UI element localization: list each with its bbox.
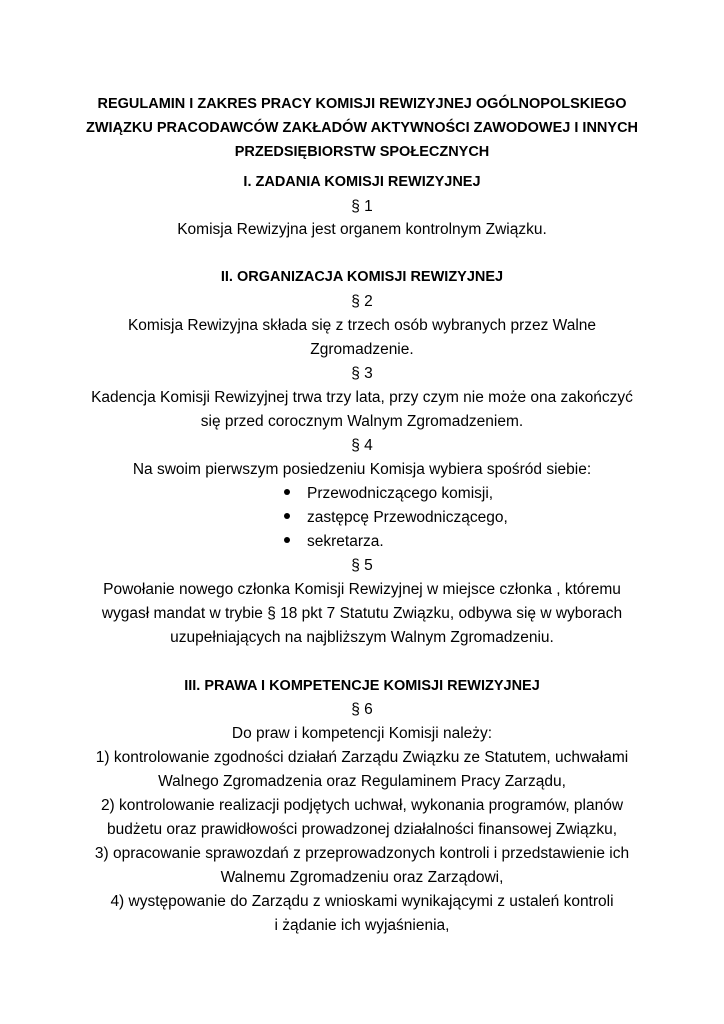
document-title-line-3: PRZEDSIĘBIORSTW SPOŁECZNYCH <box>234 144 490 160</box>
paragraph-1-text: Komisja Rewizyjna jest organem kontrolnym Związku. <box>177 221 547 238</box>
paragraph-6-line-2: Walnego Zgromadzenia oraz Regulaminem Pracy Zarządu, <box>158 773 566 790</box>
list-item <box>284 532 384 552</box>
paragraph-4-label: § 4 <box>351 437 373 454</box>
list-item <box>284 484 493 504</box>
paragraph-6-intro: Do praw i kompetencji Komisji należy: <box>231 725 493 742</box>
paragraph-6-line-6: Walnemu Zgromadzeniu oraz Zarządowi, <box>220 869 504 886</box>
document-title-line-2: ZWIĄZKU PRACODAWCÓW ZAKŁADÓW AKTYWNOŚCI ZAWODOWEJ I INNYCH <box>85 120 639 136</box>
paragraph-1-label: § 1 <box>351 198 373 215</box>
paragraph-3-line-1: Kadencja Komisji Rewizyjnej trwa trzy lata, przy czym nie może ona zakończyć <box>91 389 633 406</box>
paragraph-6-line-5: 3) opracowanie sprawozdań z przeprowadzonych kontroli i przedstawienie ich <box>94 845 630 862</box>
bullet-icon <box>284 489 290 495</box>
list-item-text: sekretarza. <box>307 533 384 550</box>
list-item-text: zastępcę Przewodniczącego, <box>307 509 508 526</box>
paragraph-5-line-3: uzupełniających na najbliższym Walnym Zgromadzeniu. <box>170 629 554 646</box>
paragraph-4-intro: Na swoim pierwszym posiedzeniu Komisja wybiera spośród siebie: <box>132 461 592 478</box>
paragraph-6-label: § 6 <box>351 701 373 718</box>
section-3-heading: III. PRAWA I KOMPETENCJE KOMISJI REWIZYJNEJ <box>184 678 540 694</box>
section-2-heading: II. ORGANIZACJA KOMISJI REWIZYJNEJ <box>220 269 504 285</box>
paragraph-3-label: § 3 <box>351 365 373 382</box>
paragraph-6-line-8: i żądanie ich wyjaśnienia, <box>274 917 450 934</box>
list-item <box>284 508 508 528</box>
paragraph-6-line-1: 1) kontrolowanie zgodności działań Zarządu Związku ze Statutem, uchwałami <box>95 749 629 766</box>
paragraph-2-label: § 2 <box>351 293 373 310</box>
bullet-icon <box>284 513 290 519</box>
bullet-icon <box>284 537 290 543</box>
paragraph-5-line-1: Powołanie nowego członka Komisji Rewizyjnej w miejsce członka , któremu <box>103 581 621 598</box>
paragraph-3-line-2: się przed corocznym Walnym Zgromadzeniem. <box>200 413 524 430</box>
document-title-line-1: REGULAMIN I ZAKRES PRACY KOMISJI REWIZYJNEJ OGÓLNOPOLSKIEGO <box>97 96 627 112</box>
paragraph-6-line-7: 4) występowanie do Zarządu z wnioskami wynikającymi z ustaleń kontroli <box>110 893 614 910</box>
paragraph-5-label: § 5 <box>351 557 373 574</box>
section-1-heading: I. ZADANIA KOMISJI REWIZYJNEJ <box>243 174 481 190</box>
paragraph-2-line-2: Zgromadzenie. <box>310 341 414 358</box>
paragraph-2-line-1: Komisja Rewizyjna składa się z trzech osób wybranych przez Walne <box>127 317 597 334</box>
list-item-text: Przewodniczącego komisji, <box>307 485 494 502</box>
paragraph-6-line-3: 2) kontrolowanie realizacji podjętych uchwał, wykonania programów, planów <box>100 797 624 814</box>
paragraph-5-line-2: wygasł mandat w trybie § 18 pkt 7 Statutu Związku, odbywa się w wyborach <box>101 605 623 622</box>
paragraph-6-line-4: budżetu oraz prawidłowości prowadzonej działalności finansowej Związku, <box>106 821 618 838</box>
